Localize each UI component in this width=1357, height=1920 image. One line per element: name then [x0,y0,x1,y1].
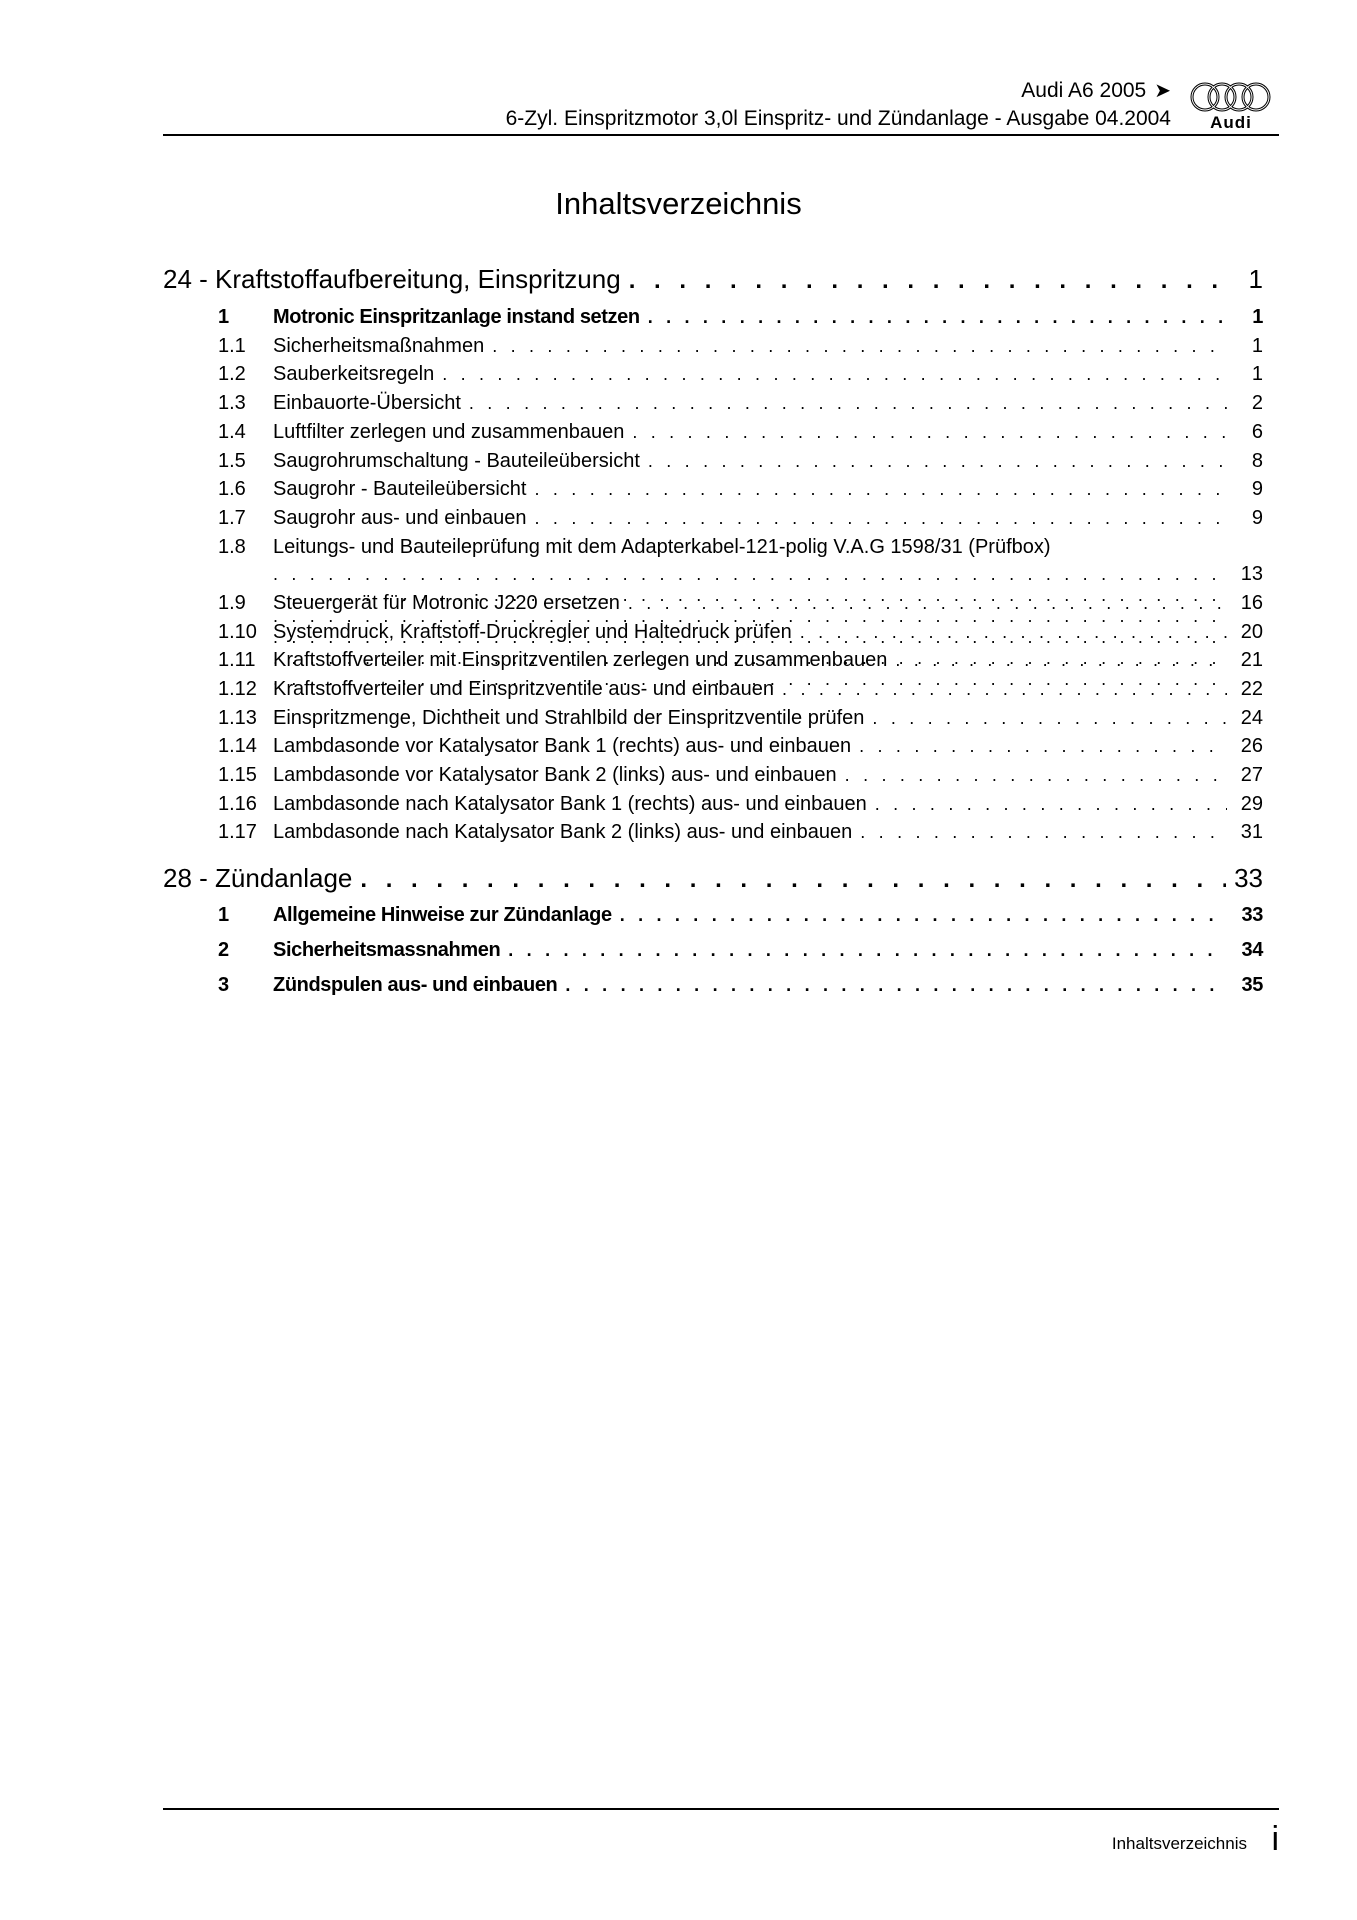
toc-entry-number: 1.3 [218,392,246,414]
toc-entry-page: 21 [1240,649,1263,671]
dot-leader [628,593,1227,614]
dot-leader [895,650,1227,671]
toc-entry[interactable] [163,507,1263,533]
dot-leader [632,422,1227,443]
toc-section-label: 24 - Kraftstoffaufbereitung, Einspritzung [163,264,621,294]
toc-entry-number: 1.11 [218,649,256,671]
toc-entry[interactable] [163,306,1263,332]
toc-entry-page: 34 [1241,939,1263,961]
page-title: Inhaltsverzeichnis [555,186,802,221]
toc-entry-number: 1.4 [218,421,246,443]
dot-leader [875,794,1227,815]
toc-entry-label: Lambdasonde nach Katalysator Bank 1 (rechts) aus- und einbauen [273,793,867,815]
toc-entry[interactable] [163,335,1263,361]
toc-entry-page: 13 [1240,563,1263,585]
dot-leader [859,736,1227,757]
dot-leader [648,451,1227,472]
toc-entry-page: 35 [1241,974,1263,996]
toc-entry-page: 26 [1240,735,1263,757]
toc-entry[interactable] [163,363,1263,389]
toc-entry-page: 20 [1240,621,1263,643]
toc-entry-page: 9 [1251,478,1263,500]
toc-entry-page: 6 [1251,421,1263,443]
toc-entry[interactable] [163,735,1263,761]
dot-leader [782,679,1227,700]
toc-entry[interactable] [163,939,1263,965]
toc-entry-label: Sicherheitsmassnahmen [273,939,501,961]
toc-entry-page: 33 [1241,904,1263,926]
toc-entry-label: Sauberkeitsregeln [273,363,435,385]
toc-entry-number: 1.15 [218,764,257,786]
dot-leader [492,336,1227,357]
toc-entry-label: Saugrohrumschaltung - Bauteileübersicht [273,450,640,472]
toc-entry-page: 16 [1240,592,1263,614]
toc-entry-page: 1 [1252,306,1263,328]
toc-entry-label: Luftfilter zerlegen und zusammenbauen [273,421,625,443]
toc-entry[interactable] [163,592,1263,618]
toc-section[interactable] [163,863,1263,897]
toc-entry-page: 27 [1240,764,1263,786]
toc-entry-label: Motronic Einspritzanlage instand setzen [273,306,640,328]
toc-entry[interactable] [163,678,1263,704]
dot-leader [565,975,1227,996]
dot-leader [648,307,1227,328]
toc-entry[interactable] [163,421,1263,447]
toc-entry[interactable] [163,764,1263,790]
toc-entry-number: 1.12 [218,678,257,700]
toc-entry[interactable] [163,478,1263,504]
toc-entry-label: Einspritzmenge, Dichtheit und Strahlbild der Einspritzventile prüfen [273,707,865,729]
toc-entry-number: 1.6 [218,478,246,500]
toc-entry-label: Lambdasonde vor Katalysator Bank 2 (links) aus- und einbauen [273,764,837,786]
toc-section-page: 1 [1248,264,1263,294]
toc-entry-number: 3 [218,974,229,996]
toc-entry-label: Saugrohr - Bauteileübersicht [273,478,527,500]
toc-entry-number: 1.8 [218,536,246,558]
toc-entry-number: 1.1 [218,335,246,357]
toc-section-page: 33 [1234,863,1263,893]
toc-entry-number: 1 [218,306,229,328]
arrow-right-icon: ➤ [1154,80,1171,102]
toc-entry[interactable] [163,904,1263,930]
dot-leader [872,708,1227,729]
page-header [163,78,1279,136]
header-subtitle: 6-Zyl. Einspritzmotor 3,0l Einspritz- und Zündanlage - Ausgabe 04.2004 [505,107,1171,130]
toc-entry[interactable] [163,974,1263,1000]
dot-leader [800,622,1227,643]
toc-entry[interactable] [163,707,1263,733]
toc-entry-label: Lambdasonde vor Katalysator Bank 1 (rechts) aus- und einbauen [273,735,852,757]
dot-leader [360,866,1226,894]
toc-entry-continuation[interactable] [273,563,1263,589]
page-footer [163,1808,1279,1858]
audi-rings-icon [1183,80,1279,114]
toc-entry-page: 29 [1240,793,1263,815]
toc-entry-label: Steuergerät für Motronic J220 ersetzen [273,592,620,614]
toc-entry-label: Kraftstoffverteiler und Einspritzventile aus- und einbauen [273,678,775,700]
toc-entry-number: 1.5 [218,450,246,472]
toc-entry-label: Saugrohr aus- und einbauen [273,507,527,529]
toc-entry-label: Kraftstoffverteiler mit Einspritzventilen zerlegen und zusammenbauen [273,649,888,671]
audi-wordmark: Audi [1210,113,1252,132]
toc-entry[interactable] [163,392,1263,418]
toc-entry-number: 1.14 [218,735,257,757]
toc-entry-number: 1.2 [218,363,246,385]
dot-leader [508,940,1227,961]
dot-leader [860,822,1227,843]
toc-entry-number: 1.13 [218,707,257,729]
toc-entry-label: Zündspulen aus- und einbauen [273,974,558,996]
toc-entry-page: 31 [1240,821,1263,843]
footer-label: Inhaltsverzeichnis [1111,1834,1247,1853]
toc-entry-page: 22 [1240,678,1263,700]
toc-entry[interactable] [163,821,1263,847]
toc-entry[interactable] [163,649,1263,675]
header-model [1021,78,1171,104]
toc-section[interactable] [163,264,1263,298]
toc-entry-label: Sicherheitsmaßnahmen [273,335,485,357]
toc-entry-number: 1.16 [218,793,257,815]
dot-leader [629,267,1227,295]
toc-entry-number: 1 [218,904,229,926]
toc-entry-label: Leitungs- und Bauteileprüfung mit dem Adapterkabel-121-polig V.A.G 1598/31 (Prüfbox) [273,536,1051,558]
toc-entry-page: 9 [1251,507,1263,529]
dot-leader [442,364,1227,385]
toc-entry-label: Lambdasonde nach Katalysator Bank 2 (links) aus- und einbauen [273,821,853,843]
toc-entry-number: 2 [218,939,229,961]
toc-entry-page: 1 [1251,363,1263,385]
toc-entry-page: 8 [1251,450,1263,472]
toc-entry-page: 1 [1251,335,1263,357]
toc-entry[interactable] [163,793,1263,819]
toc-entry-label: Allgemeine Hinweise zur Zündanlage [273,904,612,926]
toc-entry[interactable] [163,536,1263,562]
toc-entry-number: 1.7 [218,507,246,529]
toc-entry-number: 1.9 [218,592,246,614]
header-model-text: Audi A6 2005 [1021,79,1147,102]
toc-entry-label: Systemdruck, Kraftstoff-Druckregler und Haltedruck prüfen [273,621,792,643]
dot-leader [535,508,1227,529]
toc-section-label: 28 - Zündanlage [163,863,353,893]
toc-entry[interactable] [163,450,1263,476]
dot-leader [469,393,1227,414]
toc-entry-number: 1.10 [218,621,257,643]
toc-entry-page: 2 [1251,392,1263,414]
toc-entry-label: Einbauorte-Übersicht [273,392,461,414]
toc-entry-page: 24 [1240,707,1263,729]
audi-logo [1183,80,1279,132]
dot-leader [845,765,1227,786]
toc-entry[interactable] [163,621,1263,647]
footer-page-number: i [1271,1820,1279,1858]
toc-entry-number: 1.17 [218,821,257,843]
dot-leader [620,905,1227,926]
dot-leader [534,479,1227,500]
